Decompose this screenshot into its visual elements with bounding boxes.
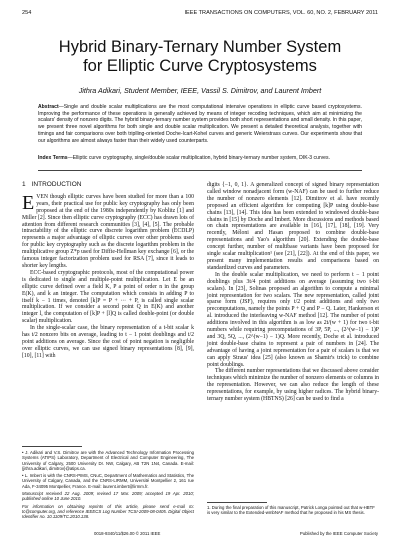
abstract [38,104,362,144]
section-title: INTRODUCTION [31,181,82,188]
intro-paragraph-1-text: VEN though elliptic curves have been studied for more than a 100 years, their practical use for public key cryptography has only been proposed at the end of the 1980s independently by Koblitz [1] and Miller [2]. Since then elliptic curve cryptography (ECC) has drawn lots of attention from different research communities [3], [4], [5]. The probable intractability of the elliptic curve discrete logarithm problem (ECDLP) represents a major advantage of elliptic curves over other problems used for public key cryptography such as the discrete logarithm problem in the multiplicative group Z*p used for Diffie-Hellman key exchange [6], or the famous integer factorization problem used for RSA [7], since it leads to shorter key lengths. [22,193,194,269]
body-paragraph-1: digits {−1, 0, 1}. A generalized concept of signed binary representation called window nonadjacent form (w-NAF) can be used to further reduce the number of nonzero elements [12]. Dimitrov et al. have recently proposed an efficient algorithm for computing [k]P using double-base chains [13], [14]. This idea has been extended to windowed double-base chains in [15] by Doche and Imbert. More discussions and methods based on chain representations are available in [16], [17], [18], [19]. Very recently, Méloni and Hasan proposed to combine double-base representations and Yao's algorithm [20]. Extending the double-base concept further, number of multibase variants have been proposed for single scalar multiplication¹ (see [21], [22]). At the end of this paper, we present many implementation results and comparisons based on standardized curves and parameters. [207,182,379,271]
affiliation-footnotes [22,450,194,522]
author-list: Jithra Adikari, Student Member, IEEE, Vassil S. Dimitrov, and Laurent Imbert [78,86,322,95]
title-line-2: for Elliptic Curve Cryptosystems [83,57,317,75]
right-column [207,182,379,403]
section-number: 1 [22,181,26,188]
section-heading [22,182,194,189]
intro-paragraph-2: ECC-based cryptographic protocols, most of the computational power is dedicated to single and multiple-point multiplication. Let E be an elliptic curve defined over a field K, P a point of order n in the group E(K), and k an integer. The computation which consists in adding P to itself k − 1 times, denoted [k]P = P + ··· + P, is called single scalar multiplication. If we consider a second point Q in E(K) and another integer l, the computation of [k]P + [l]Q is called double-point (or double scalar) multiplication. [22,269,194,325]
index-terms-label: Index Terms [38,155,68,161]
running-header [22,10,378,20]
footnote-reprints: For information on obtaining reprints of this article, please send e-mail to: tc@computer.org, and reference IEEECS Log Number TCSI-2009-08-0405. Digital Object Identifier no. 10.1109/TC.2010.138. [22,503,194,520]
footnote-1: 1. During the final preparation of this manuscript, Patrick Longa pointed out that w-HBTF is very similar to the Extended-wmbNAF method that he proposed in his MS thesis. [207,505,375,516]
paper-title [20,38,380,76]
publisher-line: Published by the IEEE Computer Society [299,531,378,536]
header-divider [38,170,362,171]
page-footer [22,531,378,539]
footnote-affiliation-2: • L. Imbert is with the CNRS-PIMS, CNuC, Department of Mathematics and Statistics, The University of Calgary, Canada, and the CNRS-LIRMM, Université Montpellier 2, 161 rue Ada, F-34095 Montpellier, France. E-mail: laurent.imbert@lirmm.fr. [22,473,194,489]
body-paragraph-3: The different number representations that we discussed above consider techniques which minimize the number of nonzero elements or columns in the representation. However, we can also reduce the length of these representations, for example, by using higher radices. The hybrid binary-ternary number system (HBTNS) [26] can be used to find a [207,368,379,403]
title-line-1: Hybrid Binary-Ternary Number System [58,38,342,56]
body-paragraph-2: In the double scalar multiplication, we need to perform t − 1 point doublings plus 3t/4 point additions on average (assuming two t-bit scalars). In [23], Solinas proposed an algorithm to compute a minimal joint representation for two scalars. The new representation, called joint sparse form (JSF), requires only t/2 point additions and only two precomputations, namely the points P + Q and P − Q. Later, Hankerson et al. introduced the interleaving w-NAF method [12]. The number of point additions involved in this algorithm is as low as 2t/(w + 1) for two t-bit numbers while requiring precomputations of 3P, 5P, ..., (2^(w−1) − 1)P and 3Q, 5Q, ..., (2^(w−1) − 1)Q. More recently, Doche et al. introduced joint double-base chains to represent a pair of numbers in [24]. The advantage of having a joint representation for a pair of scalars is that we can apply Straus' idea [25] (also known as Shamir's trick) to combine point doublings. [207,271,379,368]
copyright-line: 0018-9340/11/$26.00 © 2011 IEEE [94,531,161,536]
index-terms [38,155,362,161]
intro-paragraph-1 [22,191,194,270]
journal-reference: IEEE TRANSACTIONS ON COMPUTERS, VOL. 60, NO. 2, FEBRUARY 2011 [184,10,378,16]
intro-paragraph-3: In the single-scalar case, the binary representation of a t-bit scalar k has t/2 nonzero bits on average, leading to t − 1 point doublings and t/2 point additions on average. Since the cost of point negation is negligible over elliptic curves, we can use signed binary representations [8], [9], [10], [11] with [22,325,194,359]
footnote-affiliation-1: • J. Adikari and V.S. Dimitrov are with the Advanced Technology Information Processing Systems (ATIPS) Laboratory, Department of Electrical and Computer Engineering, The University of Calgary, 2500 University Dr. NW, Calgary, AB T2N 1N4, Canada. E-mail: {jithra.adikari, dimitrov}@atips.ca. [22,450,194,471]
footnote-divider-right [207,502,267,503]
left-column [22,182,194,360]
abstract-label: Abstract [38,104,59,110]
index-terms-text: —Elliptic curve cryptography, single/double scalar multiplication, hybrid binary-ternary number system, DIK-3 curves. [67,155,330,161]
abstract-text: —Single and double scalar multiplications are the most computational intensive operations in elliptic curve based cryptosystems. Improving the performance of these operations is generally achieved by means of integer recoding techniques, which aim at minimizing the scalars' density of nonzero digits. The hybrid binary-ternary number system provides both short representations and small density. In this paper, we present three novel algorithms for both single and double scalar multiplication. We present a detailed theoretical analysis, together with timings and fair comparisons over both triplling-oriented Doche-Icart-Kohel curves and generic Weierstrass curves. Our experiments show that our algorithms are almost always faster than their widely used counterparts. [38,104,362,144]
page-number: 254 [22,10,32,16]
drop-cap: E [22,191,35,214]
footnote-divider-left [22,446,82,447]
footnote-manuscript-dates: Manuscript received 22 Aug. 2009; revised 17 Mar. 2009; accepted 19 Apr. 2010; published online 10 June 2010. [22,491,194,502]
